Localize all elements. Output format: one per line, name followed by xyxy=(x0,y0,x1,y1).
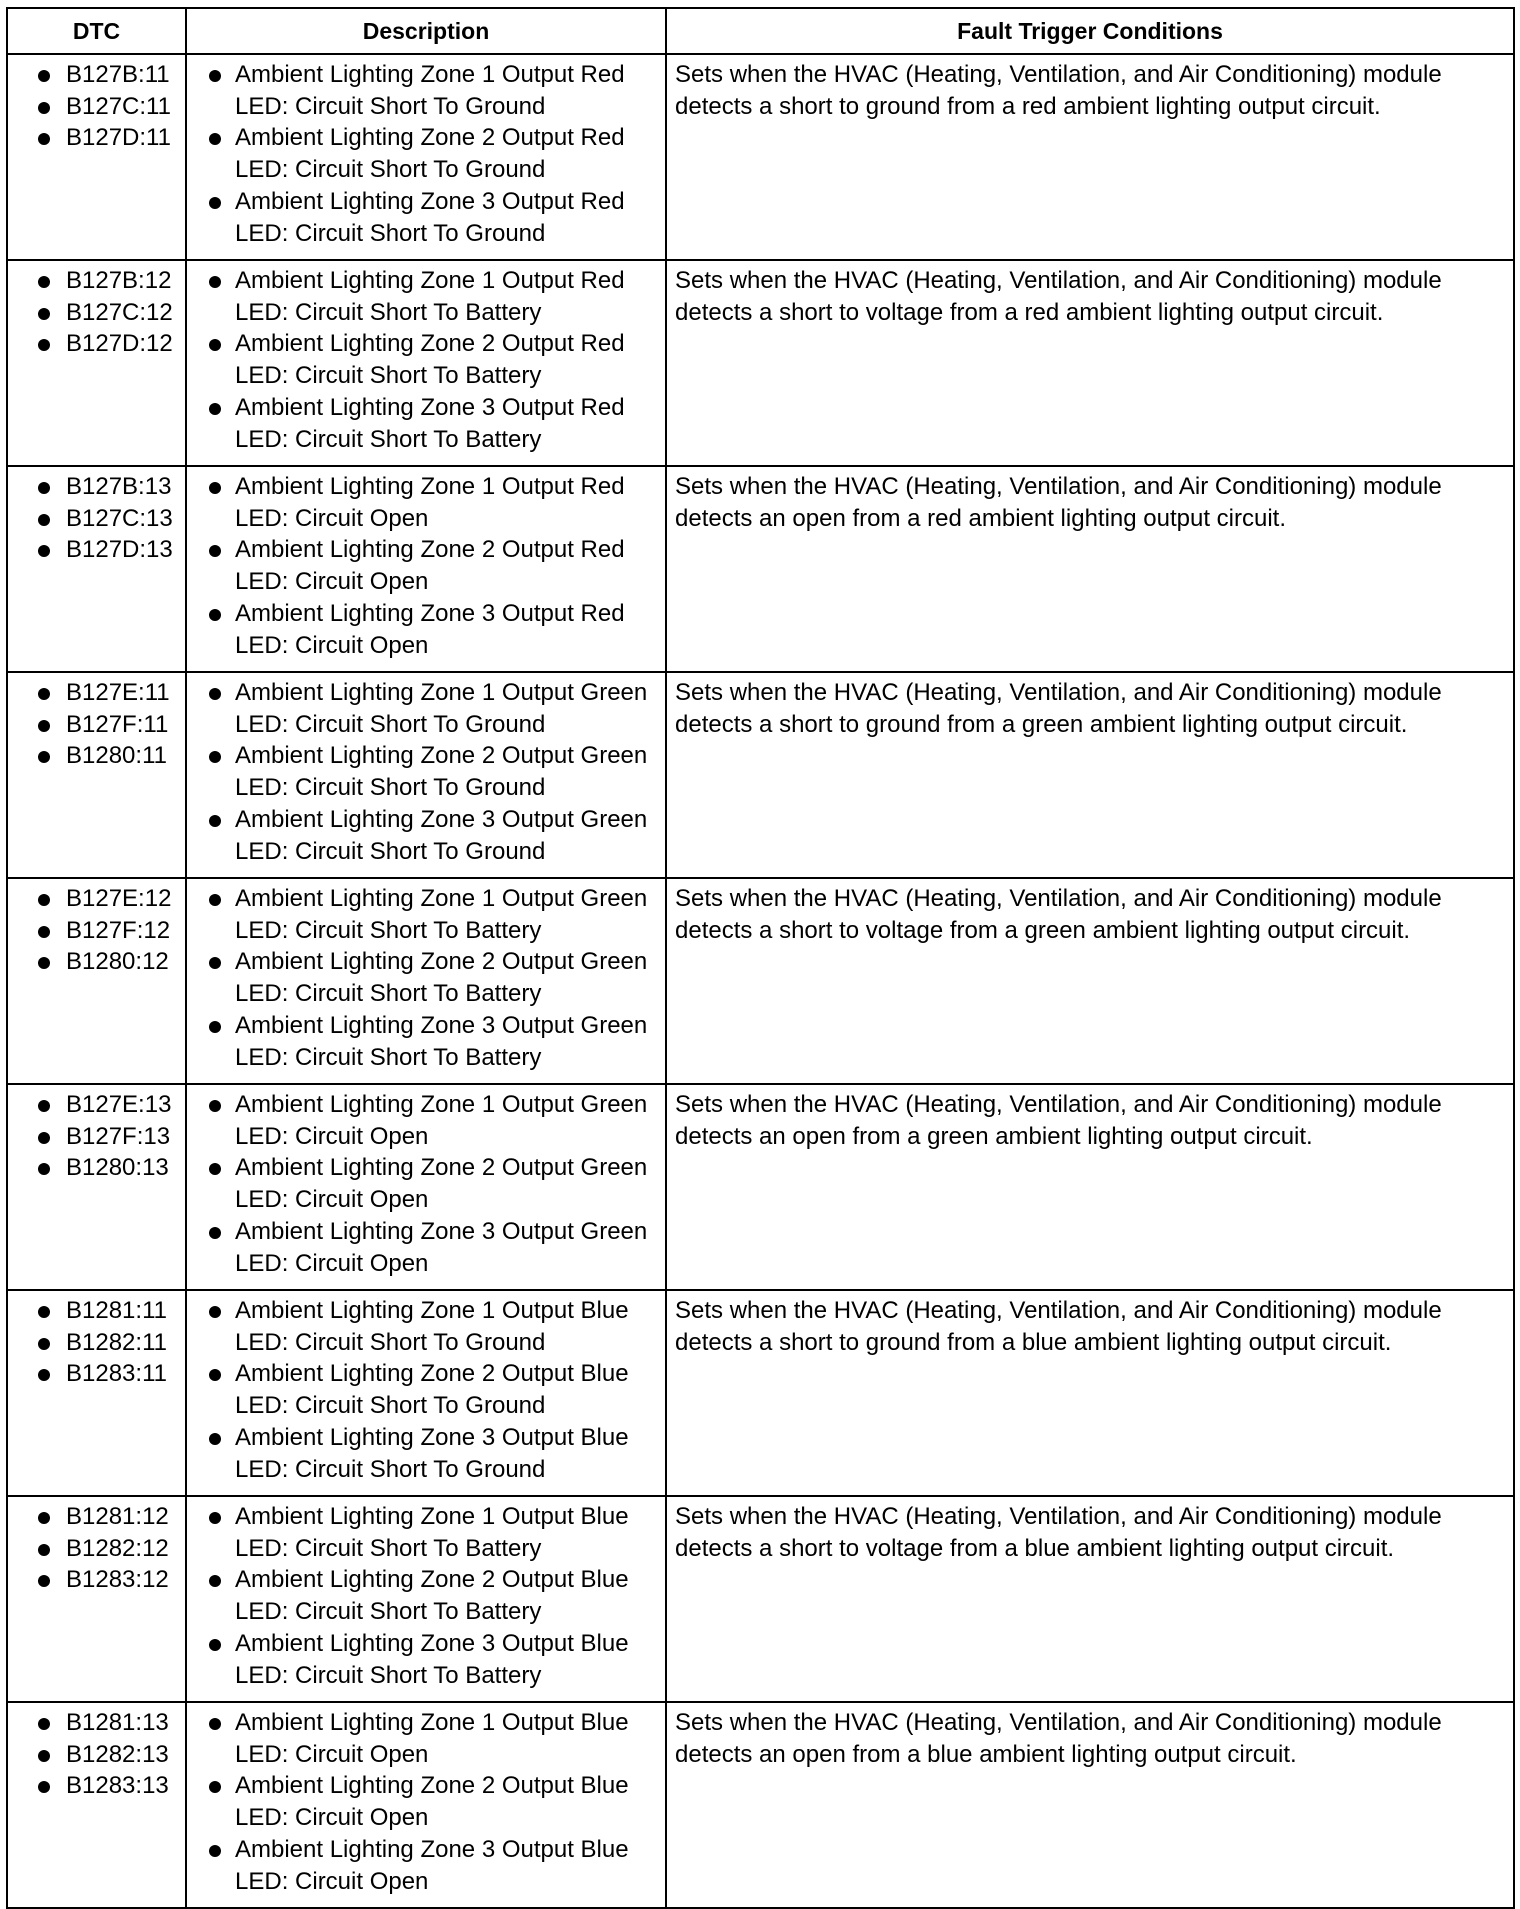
dtc-code-item: B127B:13 xyxy=(16,471,177,503)
dtc-code-item: B127C:11 xyxy=(16,91,177,123)
dtc-code-list xyxy=(16,677,177,772)
dtc-description-item: Ambient Lighting Zone 3 Output Green LED: Circuit Short To Battery xyxy=(201,1010,657,1073)
dtc-code-cell xyxy=(7,878,186,1084)
dtc-description-item: Ambient Lighting Zone 2 Output Red LED: Circuit Short To Ground xyxy=(201,122,657,185)
fault-trigger-condition: Sets when the HVAC (Heating, Ventilation, and Air Conditioning) module detects an open from a red ambient lighting output circuit. xyxy=(666,466,1514,672)
dtc-code-list xyxy=(16,265,177,360)
dtc-code-item: B1281:12 xyxy=(16,1501,177,1533)
dtc-code-item: B127B:12 xyxy=(16,265,177,297)
table-row xyxy=(7,466,1514,672)
dtc-code-item: B127D:11 xyxy=(16,122,177,154)
dtc-description-item: Ambient Lighting Zone 2 Output Red LED: Circuit Short To Battery xyxy=(201,328,657,391)
dtc-description-cell xyxy=(186,260,666,466)
dtc-code-item: B127F:12 xyxy=(16,915,177,947)
table-body xyxy=(7,54,1514,1908)
fault-trigger-condition: Sets when the HVAC (Heating, Ventilation, and Air Conditioning) module detects a short to voltage from a blue ambient lighting output circuit. xyxy=(666,1496,1514,1702)
dtc-description-list xyxy=(201,59,657,249)
dtc-description-item: Ambient Lighting Zone 2 Output Blue LED: Circuit Short To Battery xyxy=(201,1564,657,1627)
dtc-description-item: Ambient Lighting Zone 1 Output Green LED: Circuit Short To Battery xyxy=(201,883,657,946)
dtc-description-list xyxy=(201,265,657,455)
dtc-code-item: B1280:11 xyxy=(16,740,177,772)
dtc-code-item: B127F:11 xyxy=(16,709,177,741)
dtc-description-item: Ambient Lighting Zone 3 Output Blue LED: Circuit Short To Ground xyxy=(201,1422,657,1485)
dtc-description-cell xyxy=(186,1290,666,1496)
dtc-code-item: B127D:12 xyxy=(16,328,177,360)
dtc-code-list xyxy=(16,883,177,978)
header-dtc: DTC xyxy=(7,8,186,54)
dtc-description-list xyxy=(201,1501,657,1691)
table-row xyxy=(7,1496,1514,1702)
dtc-code-cell xyxy=(7,54,186,260)
dtc-code-item: B1280:13 xyxy=(16,1152,177,1184)
dtc-description-item: Ambient Lighting Zone 1 Output Blue LED: Circuit Short To Battery xyxy=(201,1501,657,1564)
table-row xyxy=(7,54,1514,260)
table-row xyxy=(7,1290,1514,1496)
dtc-code-item: B127E:11 xyxy=(16,677,177,709)
dtc-code-item: B127E:12 xyxy=(16,883,177,915)
dtc-description-item: Ambient Lighting Zone 1 Output Blue LED: Circuit Short To Ground xyxy=(201,1295,657,1358)
dtc-description-item: Ambient Lighting Zone 2 Output Green LED: Circuit Open xyxy=(201,1152,657,1215)
dtc-description-list xyxy=(201,1089,657,1279)
dtc-code-item: B1283:13 xyxy=(16,1770,177,1802)
dtc-description-item: Ambient Lighting Zone 1 Output Green LED: Circuit Open xyxy=(201,1089,657,1152)
dtc-description-item: Ambient Lighting Zone 1 Output Green LED: Circuit Short To Ground xyxy=(201,677,657,740)
dtc-table xyxy=(6,7,1515,1909)
table-row xyxy=(7,1702,1514,1908)
dtc-code-cell xyxy=(7,1290,186,1496)
dtc-description-item: Ambient Lighting Zone 1 Output Red LED: Circuit Short To Ground xyxy=(201,59,657,122)
dtc-code-cell xyxy=(7,466,186,672)
dtc-description-cell xyxy=(186,1496,666,1702)
dtc-code-item: B127D:13 xyxy=(16,534,177,566)
dtc-description-list xyxy=(201,1295,657,1485)
dtc-description-list xyxy=(201,677,657,867)
dtc-code-item: B1283:12 xyxy=(16,1564,177,1596)
dtc-code-item: B1281:11 xyxy=(16,1295,177,1327)
fault-trigger-condition: Sets when the HVAC (Heating, Ventilation, and Air Conditioning) module detects a short to ground from a blue ambient lighting output circuit. xyxy=(666,1290,1514,1496)
dtc-description-item: Ambient Lighting Zone 3 Output Blue LED: Circuit Short To Battery xyxy=(201,1628,657,1691)
dtc-code-item: B1281:13 xyxy=(16,1707,177,1739)
dtc-description-cell xyxy=(186,466,666,672)
dtc-description-item: Ambient Lighting Zone 2 Output Green LED: Circuit Short To Ground xyxy=(201,740,657,803)
dtc-code-cell xyxy=(7,1496,186,1702)
dtc-code-item: B1282:11 xyxy=(16,1327,177,1359)
header-description: Description xyxy=(186,8,666,54)
dtc-code-cell xyxy=(7,1702,186,1908)
dtc-code-item: B127C:12 xyxy=(16,297,177,329)
table-row xyxy=(7,1084,1514,1290)
dtc-description-cell xyxy=(186,54,666,260)
header-conditions: Fault Trigger Conditions xyxy=(666,8,1514,54)
fault-trigger-condition: Sets when the HVAC (Heating, Ventilation, and Air Conditioning) module detects a short to ground from a green ambient lighting output circuit. xyxy=(666,672,1514,878)
dtc-code-cell xyxy=(7,1084,186,1290)
fault-trigger-condition: Sets when the HVAC (Heating, Ventilation, and Air Conditioning) module detects an open from a green ambient lighting output circuit. xyxy=(666,1084,1514,1290)
dtc-code-item: B1280:12 xyxy=(16,946,177,978)
fault-trigger-condition: Sets when the HVAC (Heating, Ventilation, and Air Conditioning) module detects an open from a blue ambient lighting output circuit. xyxy=(666,1702,1514,1908)
dtc-description-item: Ambient Lighting Zone 3 Output Red LED: Circuit Short To Ground xyxy=(201,186,657,249)
dtc-description-item: Ambient Lighting Zone 1 Output Red LED: Circuit Short To Battery xyxy=(201,265,657,328)
dtc-code-cell xyxy=(7,260,186,466)
dtc-description-cell xyxy=(186,1702,666,1908)
dtc-code-list xyxy=(16,59,177,154)
dtc-description-cell xyxy=(186,672,666,878)
dtc-code-item: B127B:11 xyxy=(16,59,177,91)
dtc-code-list xyxy=(16,1501,177,1596)
table-row xyxy=(7,672,1514,878)
dtc-description-item: Ambient Lighting Zone 3 Output Red LED: Circuit Open xyxy=(201,598,657,661)
dtc-description-list xyxy=(201,883,657,1073)
dtc-code-item: B127F:13 xyxy=(16,1121,177,1153)
dtc-description-list xyxy=(201,1707,657,1897)
dtc-description-item: Ambient Lighting Zone 1 Output Red LED: Circuit Open xyxy=(201,471,657,534)
fault-trigger-condition: Sets when the HVAC (Heating, Ventilation, and Air Conditioning) module detects a short to voltage from a red ambient lighting output circuit. xyxy=(666,260,1514,466)
dtc-code-list xyxy=(16,1295,177,1390)
dtc-description-item: Ambient Lighting Zone 3 Output Green LED: Circuit Open xyxy=(201,1216,657,1279)
fault-trigger-condition: Sets when the HVAC (Heating, Ventilation, and Air Conditioning) module detects a short to voltage from a green ambient lighting output circuit. xyxy=(666,878,1514,1084)
dtc-description-item: Ambient Lighting Zone 3 Output Green LED: Circuit Short To Ground xyxy=(201,804,657,867)
table-row xyxy=(7,878,1514,1084)
dtc-code-list xyxy=(16,471,177,566)
dtc-description-item: Ambient Lighting Zone 1 Output Blue LED: Circuit Open xyxy=(201,1707,657,1770)
dtc-description-cell xyxy=(186,878,666,1084)
dtc-description-item: Ambient Lighting Zone 3 Output Red LED: Circuit Short To Battery xyxy=(201,392,657,455)
table-header-row xyxy=(7,8,1514,54)
dtc-description-cell xyxy=(186,1084,666,1290)
dtc-description-item: Ambient Lighting Zone 3 Output Blue LED: Circuit Open xyxy=(201,1834,657,1897)
dtc-code-list xyxy=(16,1089,177,1184)
dtc-code-item: B1282:13 xyxy=(16,1739,177,1771)
dtc-code-cell xyxy=(7,672,186,878)
dtc-description-item: Ambient Lighting Zone 2 Output Red LED: Circuit Open xyxy=(201,534,657,597)
dtc-code-item: B127C:13 xyxy=(16,503,177,535)
dtc-code-item: B1282:12 xyxy=(16,1533,177,1565)
dtc-code-list xyxy=(16,1707,177,1802)
dtc-description-item: Ambient Lighting Zone 2 Output Green LED: Circuit Short To Battery xyxy=(201,946,657,1009)
fault-trigger-condition: Sets when the HVAC (Heating, Ventilation, and Air Conditioning) module detects a short to ground from a red ambient lighting output circuit. xyxy=(666,54,1514,260)
dtc-code-item: B1283:11 xyxy=(16,1358,177,1390)
table-row xyxy=(7,260,1514,466)
dtc-description-item: Ambient Lighting Zone 2 Output Blue LED: Circuit Open xyxy=(201,1770,657,1833)
dtc-description-list xyxy=(201,471,657,661)
dtc-description-item: Ambient Lighting Zone 2 Output Blue LED: Circuit Short To Ground xyxy=(201,1358,657,1421)
dtc-code-item: B127E:13 xyxy=(16,1089,177,1121)
